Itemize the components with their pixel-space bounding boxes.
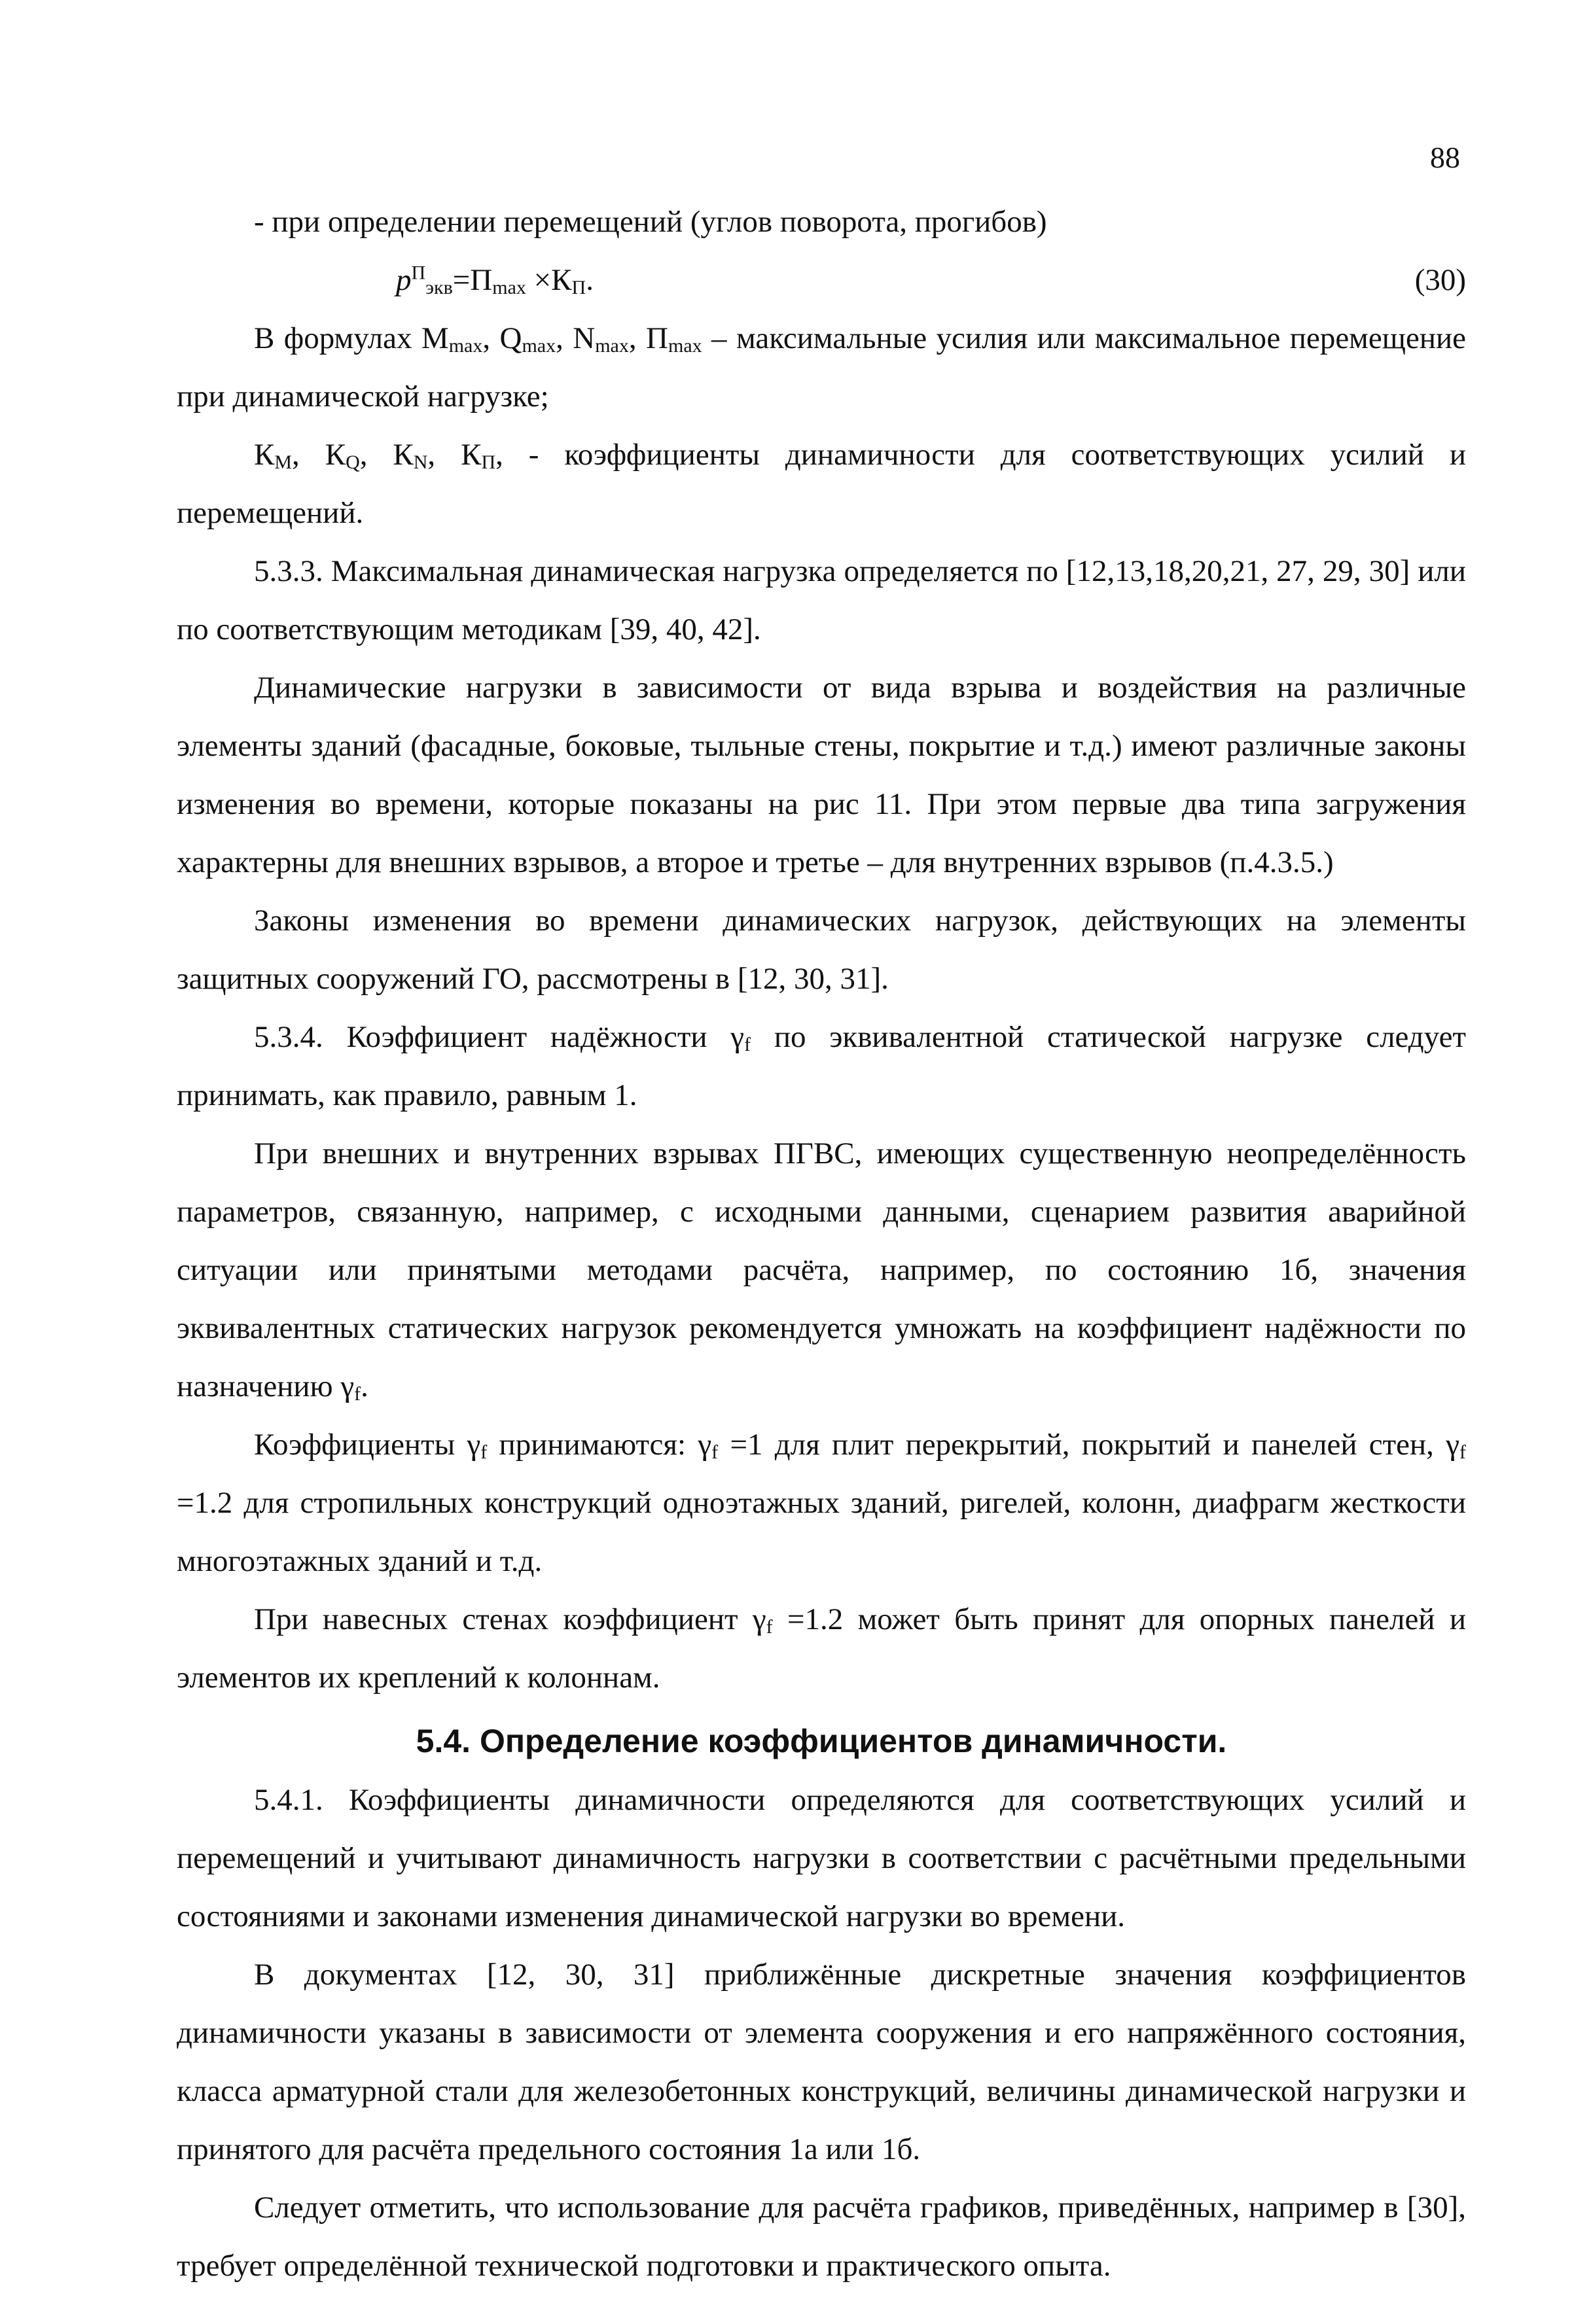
document-body [177, 193, 1466, 2295]
paragraph-documents: В документах [12, 30, 31] приближённые дискретные значения коэффициентов динамичности указаны в зависимости от элемента сооружения и его напряжённого состояния, класса арматурной стали для железобетонных конструкций, величины динамической нагрузки и принятого для расчёта предельного состояния 1а или 1б. [177, 1958, 1466, 2166]
paragraph-load-laws: Законы изменения во времени динамических нагрузок, действующих на элементы защитных сооружений ГО, рассмотрены в [12, 30, 31]. [177, 904, 1466, 996]
paragraph-pgvs-explosions: При внешних и внутренних взрывах ПГВС, имеющих существенную неопределённость параметров, связанную, например, с исходными данными, сценарием развития аварийной ситуации или принятыми методами расчёта, например, по состоянию 1б, значения эквивалентных статических нагрузок рекомендуется умножать на коэффициент надёжности по назначению $\gamma_f$. [177, 1136, 1466, 1405]
paragraph-curtain-walls: При навесных стенах коэффициент $\gamma_f =1.2$ может быть принят для опорных панелей и элементов их креплений к колоннам. [177, 1602, 1466, 1695]
formula-eq-pi: =П [452, 263, 493, 297]
formula-30 [177, 251, 1466, 309]
formula-pi-subscript: max [492, 277, 526, 298]
page-number: 88 [1430, 141, 1460, 174]
formula-number: (30) [1414, 263, 1466, 297]
formula-expression [396, 251, 594, 309]
paragraph-graphs-note: Следует отметить, что использование для расчёта графиков, приведённых, например в [30], требует определённой технической подготовки и практического опыта. [177, 2191, 1466, 2283]
section-heading-5-4: 5.4. Определение коэффициентов динамичности. [416, 1723, 1227, 1759]
formula-p: p [396, 263, 412, 297]
paragraph-formula-notation: В формулах $М_{max}$, $Q_{max}$, $N_{max}$, $П_{max}$ – максимальные усилия или максимальное перемещение при динамической нагрузке; [177, 321, 1467, 414]
formula-p-subscript: экв [425, 277, 453, 298]
paragraph-dynamic-coefficients: $К_M$, $К_Q$, $К_N$, $К_П$, - коэффициенты динамичности для соответствующих усилий и перемещений. [177, 438, 1466, 530]
formula-k-subscript: П [571, 277, 586, 298]
formula-end: . [586, 263, 594, 297]
paragraph-displacement-intro: - при определении перемещений (углов поворота, прогибов) [254, 205, 1047, 239]
paragraph-5-4-1: 5.4.1. Коэффициенты динамичности определяются для соответствующих усилий и перемещений и учитывают динамичность нагрузки в соответствии с расчётными предельными состояниями и законами изменения динамической нагрузки во времени. [177, 1783, 1466, 1933]
paragraph-dynamic-loads: Динамические нагрузки в зависимости от вида взрыва и воздействия на различные элементы зданий (фасадные, боковые, тыльные стены, покрытие и т.д.) имеют различные законы изменения во времени, которые показаны на рис 11. При этом первые два типа загружения характерны для внешних взрывов, а второе и третье – для внутренних взрывов (п.4.3.5.) [177, 671, 1466, 879]
paragraph-5-3-4: 5.3.4. Коэффициент надёжности $\gamma_f$ по эквивалентной статической нагрузке следует принимать, как правило, равным 1. [177, 1020, 1466, 1112]
paragraph-gamma-values: Коэффициенты $\gamma_f$ принимаются: $\gamma_f =1$ для плит перекрытий, покрытий и панелей стен, $\gamma_f =1.2$ для стропильных конструкций одноэтажных зданий, ригелей, колонн, диафрагм жесткости многоэтажных зданий и т.д. [177, 1428, 1466, 1578]
paragraph-5-3-3: 5.3.3. Максимальная динамическая нагрузка определяется по [12,13,18,20,21, 27, 29, 30] или по соответствующим методикам [39, 40, 42]. [177, 554, 1466, 646]
formula-p-superscript: П [411, 262, 426, 284]
formula-times-k: ×К [526, 263, 572, 297]
